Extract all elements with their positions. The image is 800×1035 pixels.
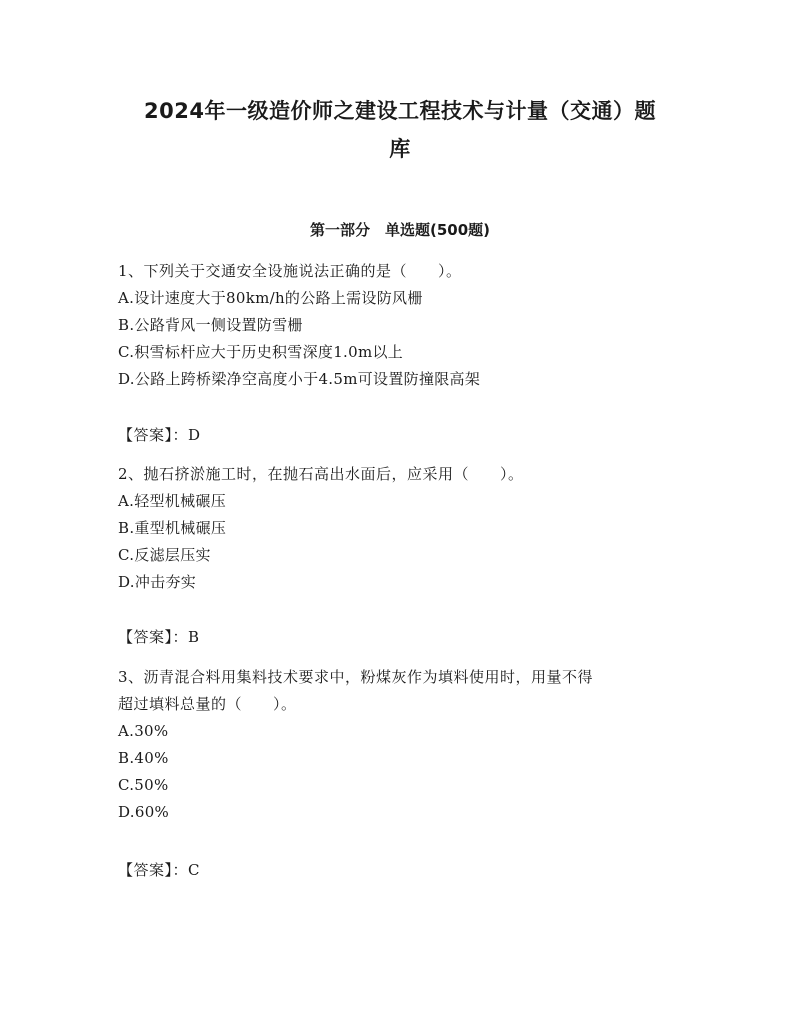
question-option-a: A.30% bbox=[118, 722, 169, 740]
document-title-line2: 库 bbox=[389, 137, 411, 161]
question-3 bbox=[118, 664, 688, 826]
question-1 bbox=[118, 258, 688, 393]
question-option-d: D.公路上跨桥梁净空高度小于4.5m可设置防撞限高架 bbox=[118, 370, 481, 388]
answer-3: 【答案】：C bbox=[118, 861, 200, 879]
question-stem: 1、下列关于交通安全设施说法正确的是（ ）。 bbox=[118, 262, 462, 280]
question-option-d: D.60% bbox=[118, 803, 170, 821]
answer-1: 【答案】：D bbox=[118, 426, 201, 444]
question-option-b: B.40% bbox=[118, 749, 169, 767]
question-stem-line2: 超过填料总量的（ ）。 bbox=[118, 695, 297, 713]
question-2 bbox=[118, 461, 688, 596]
question-option-a: A.设计速度大于80km/h的公路上需设防风栅 bbox=[118, 289, 423, 307]
question-option-a: A.轻型机械碾压 bbox=[118, 492, 227, 510]
answer-2: 【答案】：B bbox=[118, 628, 200, 646]
question-stem-line1: 3、沥青混合料用集料技术要求中，粉煤灰作为填料使用时，用量不得 bbox=[118, 668, 594, 686]
question-option-c: C.反滤层压实 bbox=[118, 546, 211, 564]
question-option-b: B.重型机械碾压 bbox=[118, 519, 227, 537]
question-option-c: C.积雪标杆应大于历史积雪深度1.0m以上 bbox=[118, 343, 404, 361]
question-option-d: D.冲击夯实 bbox=[118, 573, 197, 591]
question-option-c: C.50% bbox=[118, 776, 169, 794]
section-heading: 第一部分 单选题(500题) bbox=[309, 221, 491, 239]
document-title-line1: 2024年一级造价师之建设工程技术与计量（交通）题 bbox=[144, 99, 656, 123]
question-stem: 2、抛石挤淤施工时，在抛石高出水面后，应采用（ ）。 bbox=[118, 465, 524, 483]
question-option-b: B.公路背风一侧设置防雪栅 bbox=[118, 316, 303, 334]
document-title bbox=[115, 92, 685, 168]
